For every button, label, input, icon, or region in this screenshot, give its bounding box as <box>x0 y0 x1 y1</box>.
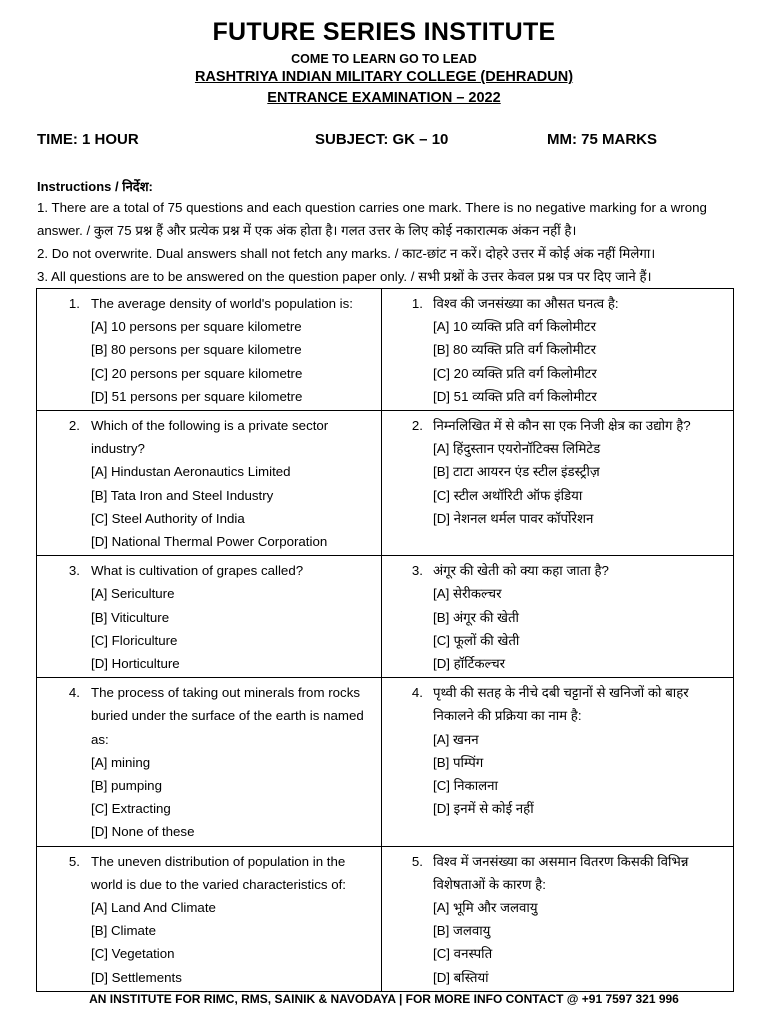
instruction-item: 2. Do not overwrite. Dual answers shall not fetch any marks. / काट-छांट न करें। दोहरे उत्तर में कोई अंक नहीं मिलेगा। <box>37 246 656 261</box>
question-row <box>37 846 734 991</box>
option-b[interactable]: [B] Climate <box>91 923 157 939</box>
option-c[interactable]: [C] 20 persons per square kilometre <box>91 365 303 381</box>
question-text: पृथ्वी की सतह के नीचे दबी चट्टानों से खनिजों को बाहर निकालने की प्रक्रिया का नाम है: <box>433 685 689 724</box>
option-b[interactable]: [B] 80 व्यक्ति प्रति वर्ग किलोमीटर <box>433 342 597 358</box>
institute-title: FUTURE SERIES INSTITUTE <box>212 18 556 46</box>
question-number: 4. <box>411 685 423 701</box>
question-text: The uneven distribution of population in the world is due to the varied characteristics of: <box>91 853 346 892</box>
question-number: 5. <box>411 853 423 869</box>
instruction-item: 3. All questions are to be answered on the question paper only. / सभी प्रश्नों के उत्तर केवल प्रश्न पत्र पर दिए जाने हैं। <box>37 269 652 284</box>
option-a[interactable]: [A] हिंदुस्तान एयरोनॉटिक्स लिमिटेड <box>433 441 601 457</box>
question-text: अंगूर की खेती को क्या कहा जाता है? <box>433 563 609 579</box>
option-a[interactable]: [A] Sericulture <box>91 586 175 602</box>
option-d[interactable]: [D] हॉर्टिकल्चर <box>433 656 506 672</box>
question-text: The process of taking out minerals from rocks buried under the surface of the earth is named as: <box>91 685 364 747</box>
option-a[interactable]: [A] mining <box>91 754 151 770</box>
question-row <box>37 411 734 556</box>
question-row <box>37 556 734 678</box>
question-row <box>37 678 734 846</box>
question-number: 1. <box>411 296 423 311</box>
option-d[interactable]: [D] 51 व्यक्ति प्रति वर्ग किलोमीटर <box>433 388 597 404</box>
option-d[interactable]: [D] बस्तियां <box>433 969 489 985</box>
option-a[interactable]: [A] भूमि और जलवायु <box>433 900 538 916</box>
page-footer: AN INSTITUTE FOR RIMC, RMS, SAINIK & NAVODAYA | FOR MORE INFO CONTACT @ +91 7597 321 996 <box>89 992 679 1006</box>
exam-title <box>0 90 768 106</box>
exam-time: TIME: 1 HOUR <box>37 131 139 148</box>
exam-subject: SUBJECT: GK – 10 <box>315 131 449 148</box>
option-d[interactable]: [D] इनमें से कोई नहीं <box>433 801 534 817</box>
question-number: 1. <box>68 296 80 311</box>
question-number: 4. <box>68 685 80 701</box>
option-b[interactable]: [B] 80 persons per square kilometre <box>91 342 302 358</box>
option-c[interactable]: [C] फूलों की खेती <box>433 632 520 648</box>
question-cell-hindi <box>382 846 734 991</box>
question-row <box>37 289 734 411</box>
option-d[interactable]: [D] नेशनल थर्मल पावर कॉर्पोरेशन <box>433 510 594 526</box>
option-a[interactable]: [A] Land And Climate <box>91 900 216 916</box>
question-text: The average density of world's population is: <box>91 296 353 311</box>
option-c[interactable]: [C] स्टील अथॉरिटी ऑफ इंडिया <box>433 487 583 503</box>
question-cell-english <box>37 289 382 411</box>
exam-max-marks: MM: 75 MARKS <box>547 131 658 148</box>
question-text: Which of the following is a private sector industry? <box>91 418 329 457</box>
option-c[interactable]: [C] Steel Authority of India <box>91 510 245 526</box>
option-b[interactable]: [B] Tata Iron and Steel Industry <box>91 487 274 503</box>
option-d[interactable]: [D] Settlements <box>91 969 182 985</box>
question-cell-hindi <box>382 289 734 411</box>
question-text: विश्व में जनसंख्या का असमान वितरण किसकी विभिन्न विशेषताओं के कारण है: <box>433 853 689 892</box>
question-number: 2. <box>68 418 80 434</box>
question-cell-english <box>37 411 382 556</box>
option-a[interactable]: [A] खनन <box>433 731 479 747</box>
option-c[interactable]: [C] Floriculture <box>91 632 178 648</box>
instruction-item: 1. There are a total of 75 questions and each question carries one mark. There is no negative marking for a wrong answer. / कुल 75 प्रश्न हैं और प्रत्येक प्रश्न में एक अंक होता है। गलत उत्तर के लिए कोई नकारात्मक अंकन नहीं है। <box>37 200 707 238</box>
question-number: 2. <box>411 418 423 434</box>
question-text: What is cultivation of grapes called? <box>91 563 304 579</box>
institute-tagline: COME TO LEARN GO TO LEAD <box>291 52 477 66</box>
option-d[interactable]: [D] National Thermal Power Corporation <box>91 534 328 550</box>
question-cell-english <box>37 556 382 678</box>
option-c[interactable]: [C] Extracting <box>91 801 171 817</box>
question-number: 5. <box>68 853 80 869</box>
college-name <box>0 69 768 85</box>
question-text: निम्नलिखित में से कौन सा एक निजी क्षेत्र का उद्योग है? <box>433 418 691 434</box>
option-c[interactable]: [C] 20 व्यक्ति प्रति वर्ग किलोमीटर <box>433 365 597 381</box>
question-number: 3. <box>411 563 423 579</box>
option-b[interactable]: [B] pumping <box>91 778 162 794</box>
option-a[interactable]: [A] 10 व्यक्ति प्रति वर्ग किलोमीटर <box>433 319 597 335</box>
option-c[interactable]: [C] वनस्पति <box>433 946 493 962</box>
option-a[interactable]: [A] सेरीकल्चर <box>433 586 502 602</box>
question-number: 3. <box>68 563 80 579</box>
question-cell-hindi <box>382 411 734 556</box>
option-d[interactable]: [D] None of these <box>91 824 195 840</box>
option-b[interactable]: [B] जलवायु <box>433 923 491 939</box>
option-c[interactable]: [C] Vegetation <box>91 946 175 962</box>
option-d[interactable]: [D] Horticulture <box>91 656 180 672</box>
question-cell-hindi <box>382 556 734 678</box>
option-b[interactable]: [B] Viticulture <box>91 609 170 625</box>
option-b[interactable]: [B] पम्पिंग <box>433 754 484 770</box>
option-a[interactable]: [A] Hindustan Aeronautics Limited <box>91 464 291 480</box>
exam-title-text: ENTRANCE EXAMINATION – 2022 <box>267 90 501 106</box>
question-cell-hindi <box>382 678 734 846</box>
question-cell-english <box>37 678 382 846</box>
option-c[interactable]: [C] निकालना <box>433 778 499 794</box>
option-a[interactable]: [A] 10 persons per square kilometre <box>91 319 302 335</box>
option-d[interactable]: [D] 51 persons per square kilometre <box>91 388 303 404</box>
option-b[interactable]: [B] टाटा आयरन एंड स्टील इंडस्ट्रीज़ <box>433 464 600 480</box>
option-b[interactable]: [B] अंगूर की खेती <box>433 609 519 625</box>
instructions-heading: Instructions / निर्देश: <box>37 179 153 194</box>
question-cell-english <box>37 846 382 991</box>
question-text: विश्व की जनसंख्या का औसत घनत्व है: <box>433 296 619 311</box>
college-name-text: RASHTRIYA INDIAN MILITARY COLLEGE (DEHRADUN) <box>194 69 574 85</box>
questions-table <box>36 288 734 992</box>
